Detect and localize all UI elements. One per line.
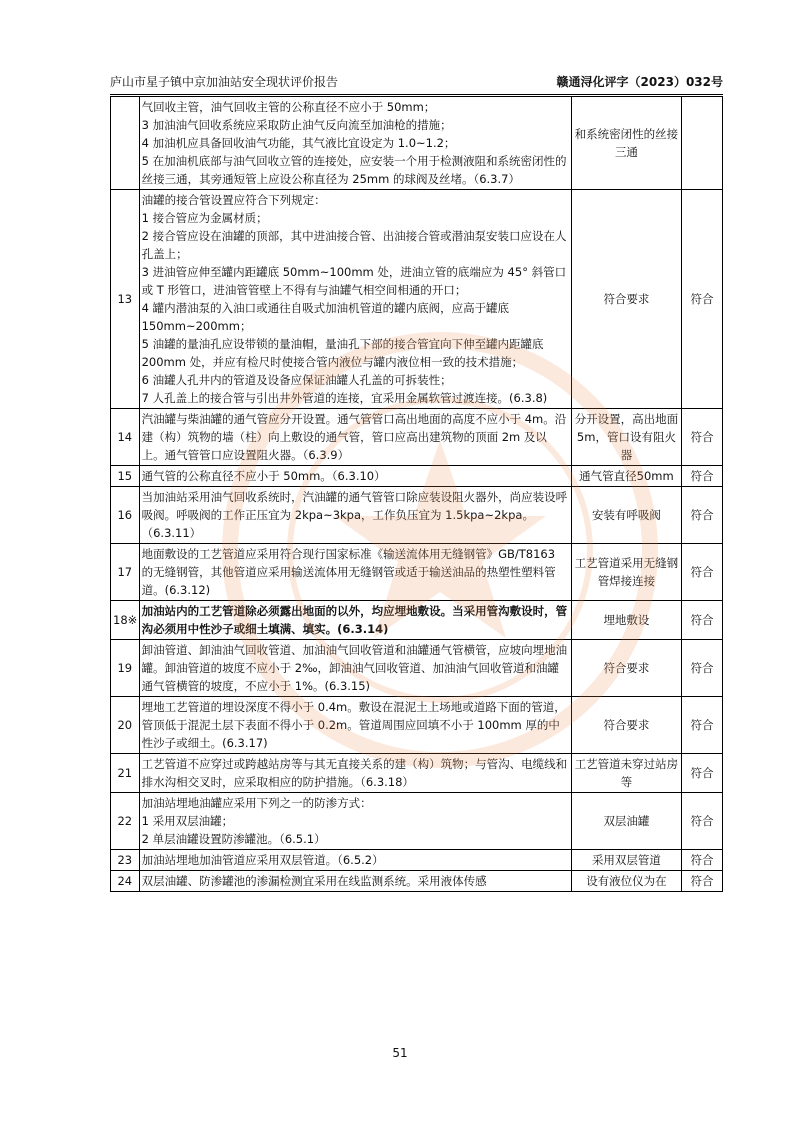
- row-number: 23: [111, 850, 140, 871]
- requirement-cell: [139, 871, 571, 892]
- requirement-line: 5 在加油机底部与油气回收立管的连接处，应安装一个用于检测液阻和系统密闭性的丝接三通，其旁通短管上应设公称直径为 25mm 的球阀及丝堵。（6.3.7）: [141, 154, 567, 186]
- result-cell: 符合: [682, 850, 723, 871]
- result-cell: 符合: [682, 409, 723, 466]
- row-number: 13: [111, 190, 140, 409]
- actual-condition: 埋地敷设: [571, 601, 681, 640]
- table-row: [111, 409, 723, 466]
- requirement-cell: [139, 754, 571, 793]
- table-row: [111, 793, 723, 850]
- requirement-line: 加油站埋地油罐应采用下列之一的防渗方式：: [141, 796, 372, 810]
- requirement-line: 3 进油管应伸至罐内距罐底 50mm~100mm 处，进油立管的底端应为 45° 斜管口或 T 形管口，进油管管壁上不得有与油罐气相空间相通的开口；: [141, 265, 567, 297]
- requirement-line: 1 接合管应为金属材质；: [141, 211, 268, 225]
- header-divider: [110, 94, 723, 95]
- row-number: 20: [111, 697, 140, 754]
- requirement-line: 4 加油机应具备回收油气功能，其气液比宜设定为 1.0~1.2；: [141, 136, 456, 150]
- requirement-line: 通气管的公称直径不应小于 50mm。（6.3.10）: [141, 469, 386, 483]
- page-header: [110, 72, 723, 92]
- requirement-line: 卸油管道、卸油油气回收管道、加油油气回收管道和油罐通气管横管，应坡向埋地油罐。卸油管道的坡度不应小于 2‰，卸油油气回收管道、加油油气回收管道和油罐通气管横管的坡度，不应小于 1%。(6.3.15): [141, 643, 568, 693]
- requirement-cell: [139, 793, 571, 850]
- row-number: 15: [111, 466, 140, 487]
- report-title: 庐山市星子镇中京加油站安全现状评价报告: [110, 75, 339, 89]
- table-row: [111, 466, 723, 487]
- result-cell: 符合: [682, 754, 723, 793]
- requirement-line: 油罐的接合管设置应符合下列规定：: [141, 193, 326, 207]
- requirement-line: 加油站内的工艺管道除必须露出地面的以外，均应埋地敷设。当采用管沟敷设时，管沟必须用中性沙子或细土填满、填实。(6.3.14): [141, 604, 568, 636]
- result-cell: 符合: [682, 544, 723, 601]
- actual-condition: 符合要求: [571, 640, 681, 697]
- result-cell: 符合: [682, 697, 723, 754]
- requirement-line: 7 人孔盖上的接合管与引出井外管道的连接，宜采用金属软管过渡连接。(6.3.8): [141, 391, 548, 405]
- requirement-line: 3 加油油气回收系统应采取防止油气反向流至加油枪的措施；: [141, 118, 452, 132]
- requirement-line: 2 单层油罐设置防渗罐池。（6.5.1）: [141, 832, 326, 846]
- requirement-line: 5 油罐的量油孔应设带锁的量油帽，量油孔下部的接合管宜向下伸至罐内距罐底 200mm 处，并应有检尺时使接合管内液位与罐内液位相一致的技术措施；: [141, 337, 544, 369]
- actual-condition: 符合要求: [571, 190, 681, 409]
- requirement-line: 工艺管道不应穿过或跨越站房等与其无直接关系的建（构）筑物；与管沟、电缆线和排水沟相交叉时，应采取相应的防护措施。（6.3.18）: [141, 757, 568, 789]
- table-row: [111, 850, 723, 871]
- requirement-cell: [139, 697, 571, 754]
- table-row: [111, 190, 723, 409]
- requirement-line: 2 接合管应设在油罐的顶部，其中进油接合管、出油接合管或潜油泵安装口应设在人孔盖上；: [141, 229, 567, 261]
- actual-condition: 工艺管道未穿过站房等: [571, 754, 681, 793]
- table-row: [111, 487, 723, 544]
- requirement-line: 4 罐内潜油泵的入油口或通往自吸式加油机管道的罐内底阀，应高于罐底 150mm~200mm；: [141, 301, 510, 333]
- page-number: 51: [392, 1046, 408, 1060]
- requirement-cell: [139, 466, 571, 487]
- result-cell: 符合: [682, 601, 723, 640]
- row-number: [111, 97, 140, 190]
- requirement-cell: [139, 409, 571, 466]
- row-number: 22: [111, 793, 140, 850]
- requirement-cell: [139, 487, 571, 544]
- row-number: 21: [111, 754, 140, 793]
- result-cell: 符合: [682, 640, 723, 697]
- requirement-line: 加油站埋地加油管道应采用双层管道。（6.5.2）: [141, 853, 384, 867]
- table-row: [111, 640, 723, 697]
- actual-condition: 设有液位仪为在: [571, 871, 681, 892]
- actual-condition: 分开设置，高出地面 5m，管口设有阻火器: [571, 409, 681, 466]
- result-cell: [682, 97, 723, 190]
- requirement-line: 气回收主管，油气回收主管的公称直径不应小于 50mm；: [141, 100, 436, 114]
- actual-condition: 采用双层管道: [571, 850, 681, 871]
- requirement-line: 埋地工艺管道的埋设深度不得小于 0.4m。敷设在混泥土上场地或道路下面的管道，管顶低于混泥土层下表面不得小于 0.2m。管道周围应回填不小于 100mm 厚的中性沙子或细土。(6.3.17): [141, 700, 566, 750]
- actual-condition: 工艺管道采用无缝钢管焊接连接: [571, 544, 681, 601]
- requirement-cell: [139, 544, 571, 601]
- row-number: 14: [111, 409, 140, 466]
- actual-condition: 符合要求: [571, 697, 681, 754]
- requirement-line: 双层油罐、防渗罐池的渗漏检测宜采用在线监测系统。采用液体传感: [141, 874, 487, 888]
- row-number: 24: [111, 871, 140, 892]
- row-number: 19: [111, 640, 140, 697]
- requirement-cell: [139, 97, 571, 190]
- result-cell: 符合: [682, 871, 723, 892]
- result-cell: 符合: [682, 190, 723, 409]
- inspection-table-body: [111, 97, 723, 892]
- actual-condition: 通气管直径50mm: [571, 466, 681, 487]
- requirement-cell: [139, 640, 571, 697]
- table-row: [111, 601, 723, 640]
- actual-condition: 安装有呼吸阀: [571, 487, 681, 544]
- requirement-line: 6 油罐人孔井内的管道及设备应保证油罐人孔盖的可拆装性；: [141, 373, 452, 387]
- table-row: [111, 544, 723, 601]
- requirement-line: 1 采用双层油罐；: [141, 814, 234, 828]
- requirement-cell: [139, 190, 571, 409]
- requirement-cell: [139, 601, 571, 640]
- table-row: [111, 97, 723, 190]
- table-row: [111, 871, 723, 892]
- requirement-cell: [139, 850, 571, 871]
- row-number: 18※: [111, 601, 140, 640]
- result-cell: 符合: [682, 793, 723, 850]
- result-cell: 符合: [682, 466, 723, 487]
- table-row: [111, 754, 723, 793]
- row-number: 16: [111, 487, 140, 544]
- requirement-line: 汽油罐与柴油罐的通气管应分开设置。通气管管口高出地面的高度不应小于 4m。沿建（构）筑物的墙（柱）向上敷设的通气管，管口应高出建筑物的顶面 2m 及以上。通气管管口应设置阻火器。（6.3.9）: [141, 412, 567, 462]
- actual-condition: 和系统密闭性的丝接三通: [571, 97, 681, 190]
- result-cell: 符合: [682, 487, 723, 544]
- requirement-line: 当加油站采用油气回收系统时，汽油罐的通气管管口除应装设阻火器外，尚应装设呼吸阀。呼吸阀的工作正压宜为 2kpa~3kpa，工作负压宜为 1.5kpa~2kpa。（6.3.11）: [141, 490, 568, 540]
- requirement-line: 地面敷设的工艺管道应采用符合现行国家标准《输送流体用无缝钢管》GB/T8163 的无缝钢管，其他管道应采用输送流体用无缝钢管或适于输送油品的热塑性塑料管道。(6.3.12): [141, 547, 556, 597]
- row-number: 17: [111, 544, 140, 601]
- inspection-table: [110, 96, 723, 892]
- report-number: 赣通浔化评字（2023）032号: [556, 75, 723, 89]
- actual-condition: 双层油罐: [571, 793, 681, 850]
- table-row: [111, 697, 723, 754]
